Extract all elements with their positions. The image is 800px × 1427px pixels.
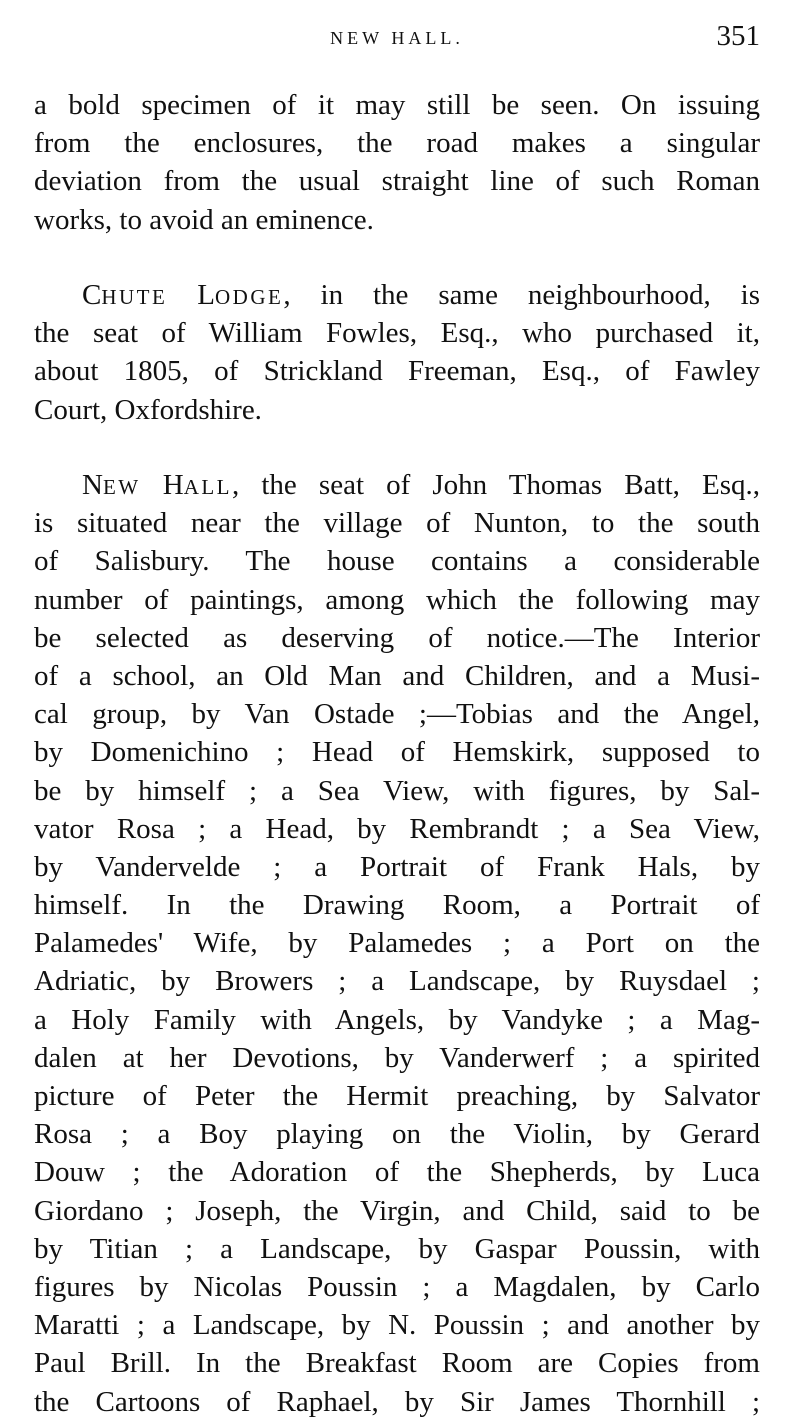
text-line: Court, Oxfordshire. xyxy=(34,393,262,426)
text-line: deviation from the usual straight line of such Roman xyxy=(34,165,760,198)
heading-chute-lodge: CHUTE LODGE xyxy=(82,279,284,311)
page-number: 351 xyxy=(716,20,760,52)
text-line: be by himself ; a Sea View, with figures, by Sal- xyxy=(34,774,760,807)
text-line: a bold specimen of it may still be seen. On issuing xyxy=(34,89,760,121)
paragraph-roman-road xyxy=(34,86,760,239)
text-line: about 1805, of Strickland Freeman, Esq., of Fawley xyxy=(34,355,760,388)
text-line: is situated near the village of Nunton, to the south xyxy=(34,507,760,540)
text-line: Douw ; the Adoration of the Shepherds, by Luca xyxy=(34,1156,760,1189)
text-line: figures by Nicolas Poussin ; a Magdalen, by Carlo xyxy=(34,1270,760,1303)
text-line: by Titian ; a Landscape, by Gaspar Poussin, with xyxy=(34,1232,760,1265)
text-line: vator Rosa ; a Head, by Rembrandt ; a Sea View, xyxy=(34,812,760,845)
text-line: by Vandervelde ; a Portrait of Frank Hals, by xyxy=(34,850,760,883)
paragraph-new-hall xyxy=(34,466,760,1421)
text-line: dalen at her Devotions, by Vanderwerf ; a spirited xyxy=(34,1041,760,1074)
text-line: Adriatic, by Browers ; a Landscape, by Ruysdael ; xyxy=(34,965,760,998)
text-line: Maratti ; a Landscape, by N. Poussin ; and another by xyxy=(34,1309,760,1342)
text-line: himself. In the Drawing Room, a Portrait of xyxy=(34,889,760,922)
text-line: cal group, by Van Ostade ;—Tobias and the Angel, xyxy=(34,698,760,731)
text-line: works, to avoid an eminence. xyxy=(34,203,374,236)
text-line: by Domenichino ; Head of Hemskirk, supposed to xyxy=(34,736,760,769)
text-line: Rosa ; a Boy playing on the Violin, by Gerard xyxy=(34,1118,760,1151)
heading-new-hall: NEW HALL xyxy=(82,469,233,501)
text-line: Palamedes' Wife, by Palamedes ; a Port on the xyxy=(34,927,760,960)
running-title: NEW HALL. xyxy=(330,28,464,48)
text-line: number of paintings, among which the following may xyxy=(34,583,760,616)
text-line: from the enclosures, the road makes a singular xyxy=(34,127,760,160)
text-line: NEW HALL, the seat of John Thomas Batt, Esq., xyxy=(82,469,760,501)
text-line: picture of Peter the Hermit preaching, by Salvator xyxy=(34,1080,760,1112)
text-line: the seat of William Fowles, Esq., who purchased it, xyxy=(34,317,760,350)
text-line: of Salisbury. The house contains a considerable xyxy=(34,545,760,578)
text-line: Giordano ; Joseph, the Virgin, and Child, said to be xyxy=(34,1194,760,1227)
text-line: be selected as deserving of notice.—The Interior xyxy=(34,621,760,654)
running-head xyxy=(34,20,760,60)
paragraph-chute-lodge xyxy=(34,276,760,429)
text-line: CHUTE LODGE, in the same neighbourhood, is xyxy=(82,279,760,311)
text-line: Paul Brill. In the Breakfast Room are Copies from xyxy=(34,1347,760,1380)
text-line: of a school, an Old Man and Children, and a Musi- xyxy=(34,659,760,692)
text-line: a Holy Family with Angels, by Vandyke ; a Mag- xyxy=(34,1003,760,1036)
text-line: the Cartoons of Raphael, by Sir James Thornhill ; xyxy=(34,1385,760,1418)
